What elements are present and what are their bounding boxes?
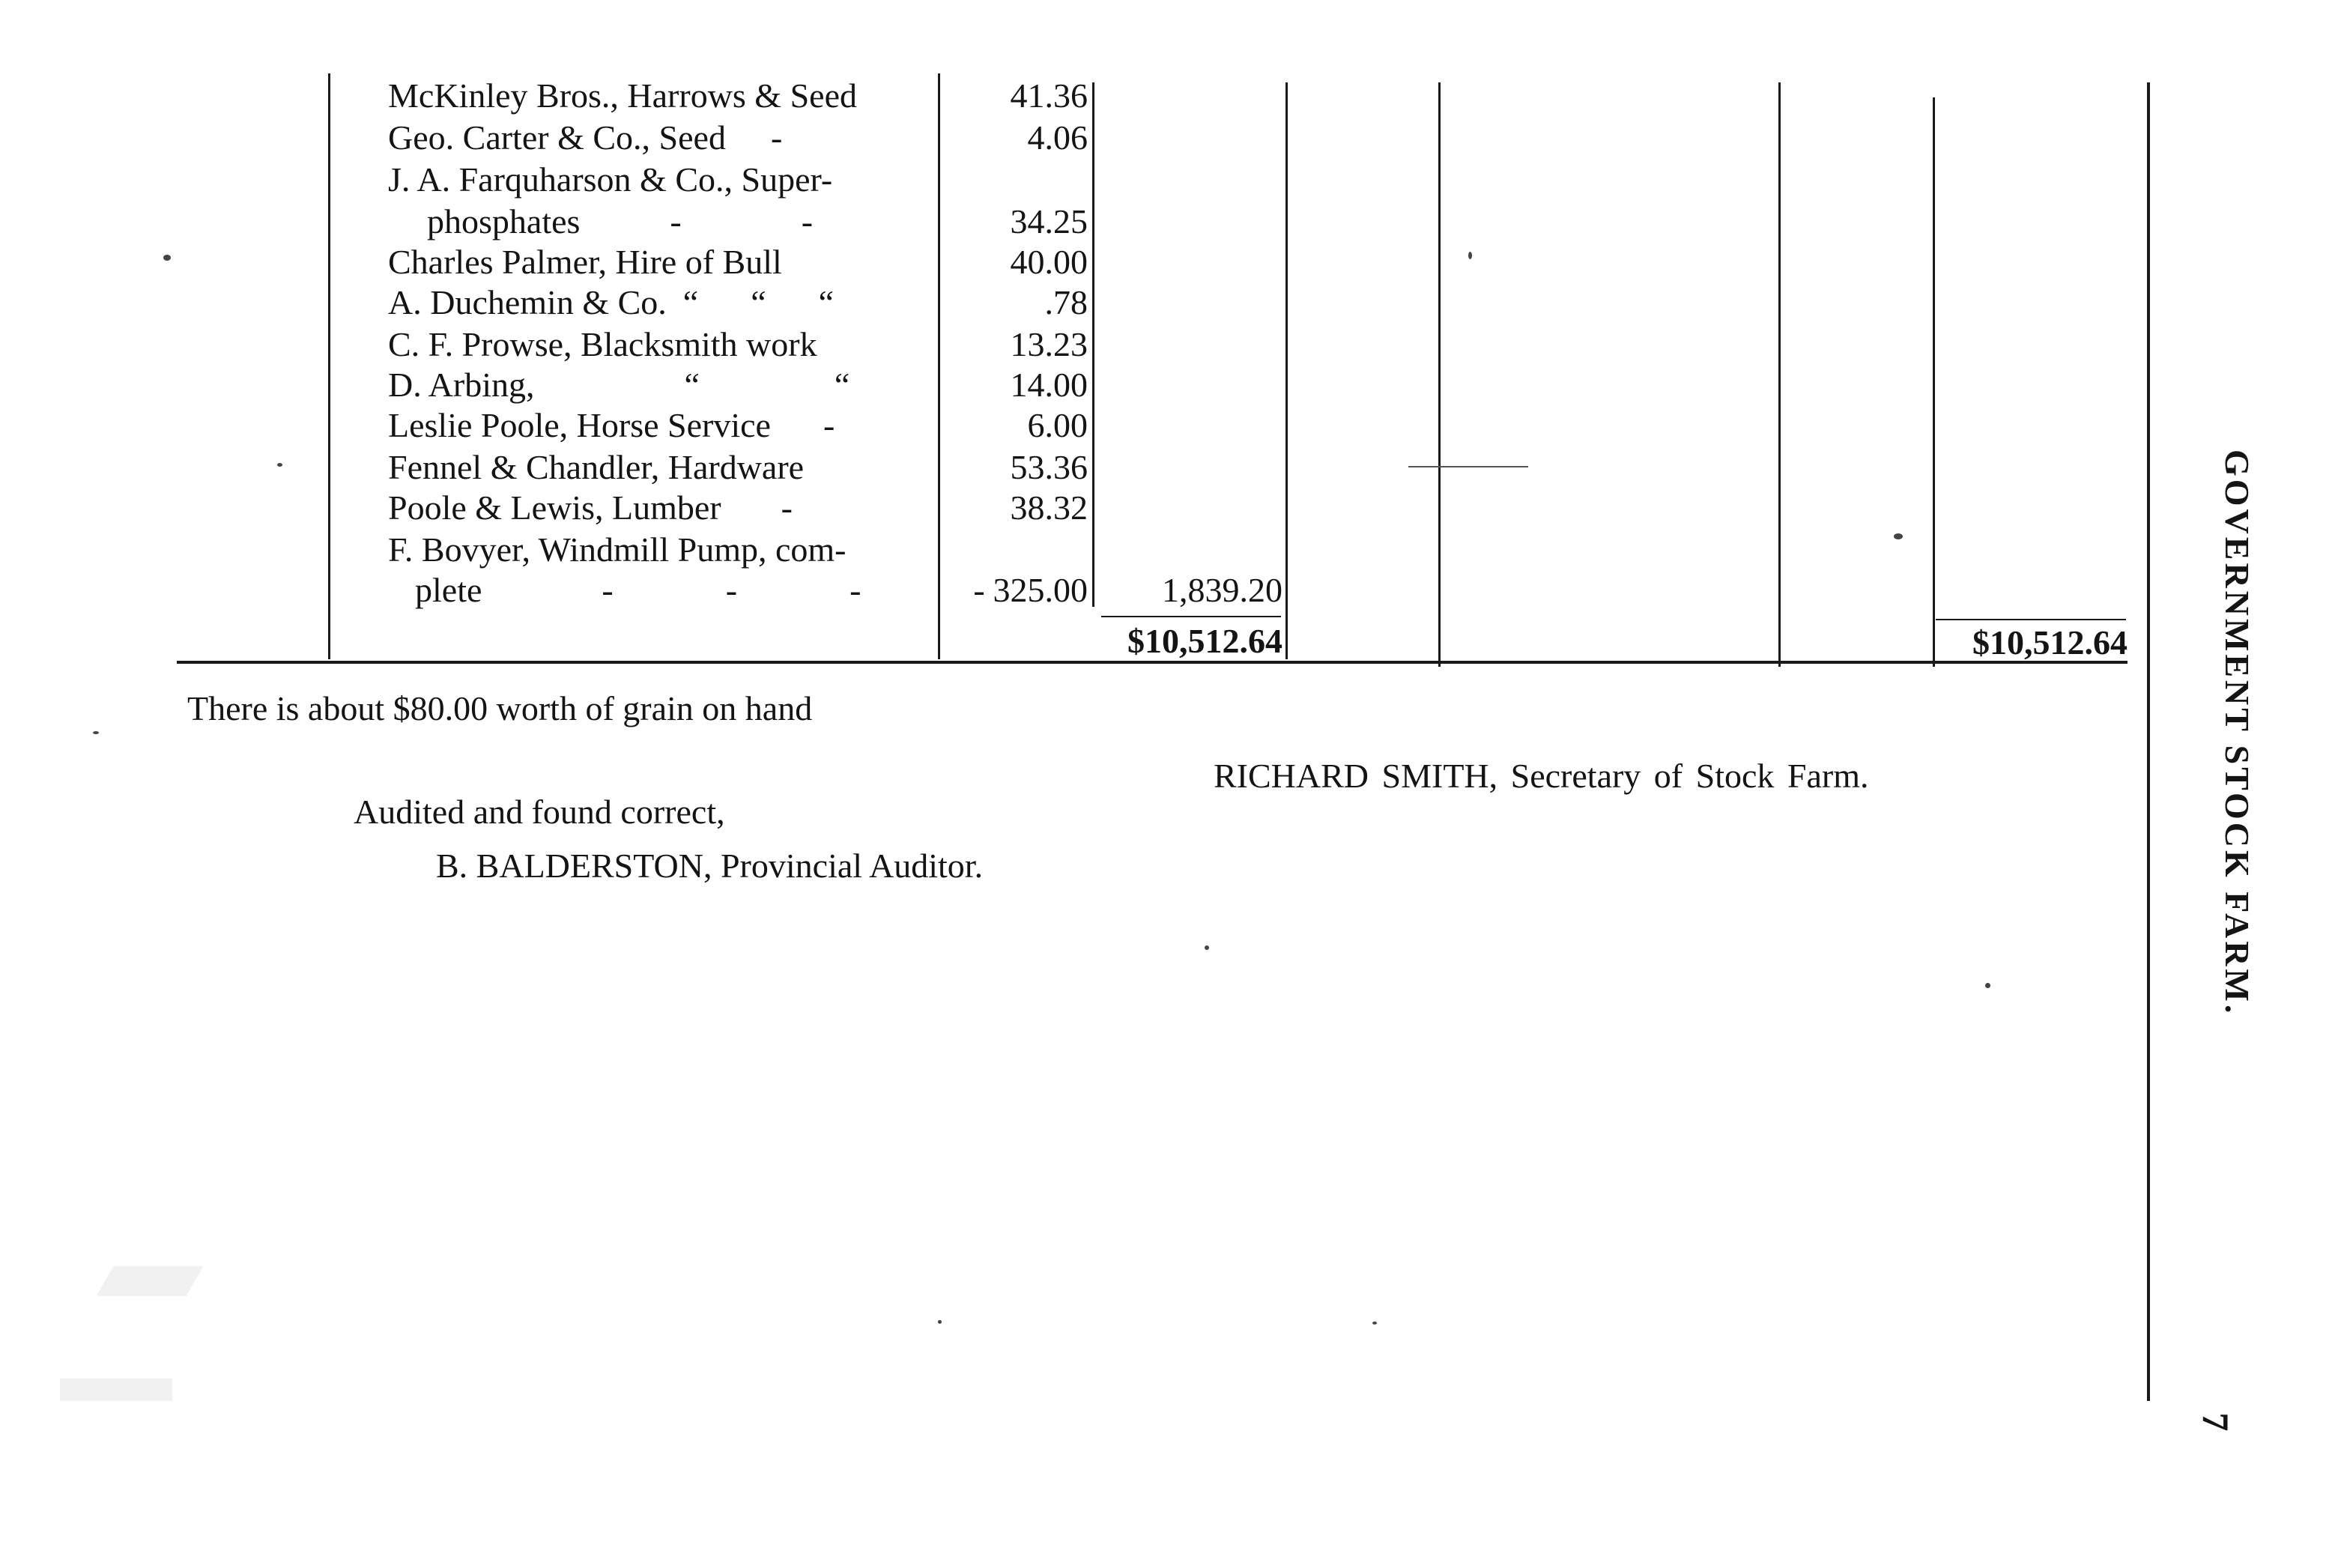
secretary-signature: RICHARD SMITH, Secretary of Stock Farm. <box>1214 757 1869 795</box>
entry-name: Geo. Carter & Co., Seed - <box>388 118 783 157</box>
column-rule-subtotals <box>1285 82 1288 659</box>
entry-amount: 34.25 <box>1010 202 1088 240</box>
entry-name: A. Duchemin & Co. “ “ “ <box>388 283 835 321</box>
column-rule-amounts <box>1092 82 1094 607</box>
scan-speck <box>1985 983 1990 988</box>
grain-note: There is about $80.00 worth of grain on hand <box>187 689 813 727</box>
entry-amount: .78 <box>1044 283 1088 321</box>
subtotal-amount: 1,839.20 <box>1162 571 1282 609</box>
column-rule-6 <box>1933 97 1935 667</box>
entry-name: Fennel & Chandler, Hardware <box>388 448 805 486</box>
scan-speck <box>1894 533 1903 539</box>
entry-amount: 41.36 <box>1010 76 1088 115</box>
entry-amount: 14.00 <box>1010 366 1088 404</box>
auditor-signature: B. BALDERSTON, Provincial Auditor. <box>436 847 984 885</box>
column-rule-5 <box>1778 82 1781 667</box>
entry-amount: 53.36 <box>1010 448 1088 486</box>
right-total-rule <box>1936 619 2126 620</box>
total-amount-right: $10,512.64 <box>1972 623 2127 662</box>
stray-rule-mark <box>1408 466 1528 467</box>
entry-amount: 13.23 <box>1010 325 1088 363</box>
scan-speck <box>938 1320 942 1324</box>
scan-smudge <box>60 1378 172 1401</box>
entry-name: Poole & Lewis, Lumber - <box>388 488 793 527</box>
scan-speck <box>93 731 99 734</box>
column-rule-4 <box>1438 82 1441 667</box>
entry-amount: 325.00 <box>993 571 1088 609</box>
page-number: 7 <box>2195 1412 2237 1432</box>
scan-speck <box>1372 1322 1377 1325</box>
scan-speck <box>277 463 282 467</box>
running-head: GOVERNMENT STOCK FARM. <box>2218 449 2256 1017</box>
total-amount-left: $10,512.64 <box>1127 622 1282 660</box>
entry-name: J. A. Farquharson & Co., Super- <box>388 160 833 199</box>
entry-name: Leslie Poole, Horse Service - <box>388 406 835 444</box>
entry-name: Charles Palmer, Hire of Bull <box>388 243 782 281</box>
entry-amount: 38.32 <box>1010 488 1088 527</box>
entry-name: McKinley Bros., Harrows & Seed <box>388 76 858 115</box>
subtotal-rule <box>1101 616 1281 617</box>
entry-name: F. Bovyer, Windmill Pump, com- <box>388 530 847 569</box>
entry-amount: 6.00 <box>1027 406 1088 444</box>
scan-smudge <box>96 1266 203 1296</box>
entry-amount: 40.00 <box>1010 243 1088 281</box>
scan-speck <box>163 255 171 261</box>
scan-speck <box>1205 945 1209 950</box>
entry-name: D. Arbing, “ “ <box>388 366 850 404</box>
entry-name-continued: plete - - - - <box>415 571 985 609</box>
scan-speck <box>1468 252 1472 259</box>
right-border-rule <box>2147 82 2150 1401</box>
entry-name: C. F. Prowse, Blacksmith work <box>388 325 817 363</box>
audit-statement: Audited and found correct, <box>354 793 725 831</box>
entry-name-continued: phosphates - - <box>427 202 814 240</box>
column-rule-left <box>328 73 330 659</box>
entry-amount: 4.06 <box>1027 118 1088 157</box>
